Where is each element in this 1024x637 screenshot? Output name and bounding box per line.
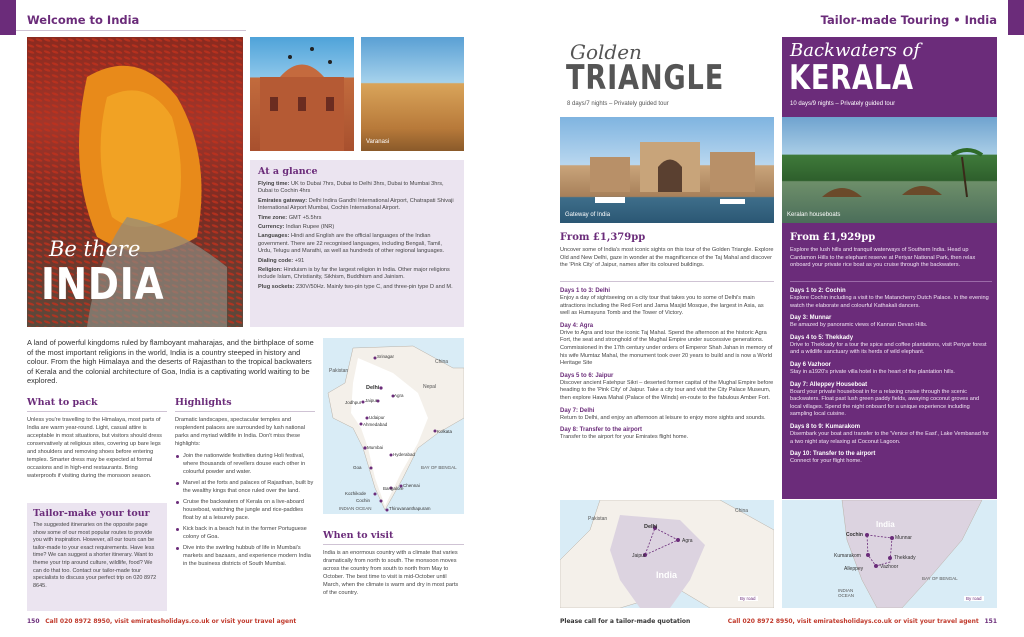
map1-srinagar: Srinagar xyxy=(377,354,395,359)
page-number-right: 151 xyxy=(984,618,997,625)
kerala-map xyxy=(782,500,997,608)
itinerary-day-title: Days 1 to 2: Cochin xyxy=(790,288,846,294)
itinerary-day-text: Drive to Agra and tour the iconic Taj Mahal. Spend the afternoon at the historic Agra Fort, the seat and stronghold of the Mughal Empire under successive generations. Commissioned in the 17th century under orders of Emperor Shah Jahan in memory of his wife Mumtaz Mahal, the monument took over 20 years to build and is now a World Heritage Site xyxy=(560,329,773,367)
map1-ocean: INDIAN OCEAN xyxy=(339,506,372,511)
map1-delhi: Delhi xyxy=(366,385,380,391)
gmap-by-road: By road xyxy=(740,596,756,601)
gmap-agra: Agra xyxy=(682,538,693,544)
tailor-text: The suggested itineraries on the opposite page show some of our most popular routes to provide you with inspiration. However, all our tours can be tailor-made to your exact requirements. Have less time? We can suggest a shorter itinerary. Want to theme your trip around culture, wildlife, food? We can do that too. Contact our tailor-made tour specialists to discuss your perfect trip on 020 8972 8645. xyxy=(33,522,157,589)
tailor-title: Tailor-make your tour xyxy=(33,508,150,519)
itinerary-day-title: Days 4 to 5: Thekkady xyxy=(790,334,854,341)
kerala-map-graphic xyxy=(782,500,997,608)
hero-photo xyxy=(27,37,243,327)
page-number-left: 150 xyxy=(27,618,40,625)
golden-itinerary xyxy=(560,287,774,446)
highlight-item: Cruise the backwaters of Kerala on a live-aboard houseboat, watching the jungle and rice-paddies float by at a leisurely pace. xyxy=(175,498,315,522)
gmap-china: China xyxy=(735,508,749,514)
glance-value: Indian Rupee (INR) xyxy=(286,224,335,231)
kerala-title-1: Backwaters of xyxy=(790,40,921,61)
map1-bay: BAY OF BENGAL xyxy=(421,465,457,470)
visit-title: When to visit xyxy=(323,530,464,545)
map1-chennai: Chennai xyxy=(403,483,420,488)
map1-pakistan: Pakistan xyxy=(329,368,349,374)
glance-label: Emirates gateway: xyxy=(258,197,308,204)
glance-label: Currency: xyxy=(258,224,285,231)
highlight-item: Kick back in a beach hut in the former Portuguese colony of Goa. xyxy=(175,525,315,541)
header-tab-right xyxy=(1008,0,1024,35)
india-map xyxy=(323,338,464,514)
itinerary-day-title: Day 7: Delhi xyxy=(560,407,595,414)
glance-value: +91 xyxy=(294,257,305,264)
itinerary-day-text: Connect for your flight home. xyxy=(790,458,862,465)
glance-label: Languages: xyxy=(258,233,290,240)
highlights-section xyxy=(175,397,315,571)
kerala-intro: Explore the lush hills and tranquil waterways of Southern India. Head up Cardamon Hills to the elephant reserve at Periyar National Park, then relax onboard your private rice boat as you cruise through the backwaters. xyxy=(790,247,976,269)
glance-label: Time zone: xyxy=(258,214,288,221)
map1-nepal: Nepal xyxy=(423,384,437,390)
kmap-by-road: By road xyxy=(966,596,982,601)
itinerary-day-text: Enjoy a day of sightseeing on a city tour that takes you to some of Delhi's main attractions including the Red Fort and Jama Masjid Mosque, the largest in Asia, as well as Humayuns Tomb and the Tower of Victory. xyxy=(560,295,764,317)
map1-china: China xyxy=(435,359,449,365)
visit-section xyxy=(323,530,464,597)
map1-cochin: Cochin xyxy=(356,498,371,503)
gmap-jaipur: Jaipur xyxy=(632,553,646,559)
pack-text: Unless you're travelling to the Himalaya, most parts of India are warm year-round. Light, casual attire is acceptable in most situations, but visitors should dress conservatively at religious sites, covering up bare legs and shoulders and removing shoes before entering temples. Smarter dress may be expected at formal occasions and in high-end restaurants. Bring waterproofs if visiting during the monsoon season. xyxy=(27,417,162,479)
gateway-photo xyxy=(560,117,774,223)
glance-label: Religion: xyxy=(258,267,282,274)
kerala-divider xyxy=(790,281,992,282)
gmap-delhi: Delhi xyxy=(644,524,658,530)
map1-kolkata: Kolkata xyxy=(437,429,453,434)
golden-map xyxy=(560,500,774,608)
kmap-thekkady: Thekkady xyxy=(894,555,916,561)
header-left-title: Welcome to India xyxy=(27,13,140,27)
intro-text: A land of powerful kingdoms ruled by flamboyant maharajas, and the birthplace of some of the most important religions in the world, India is a country steeped in history and colour. From the high Himalaya and the deserts of Rajasthan to the tropical backwaters of Kerala and the colonial architecture of Goa, India is a captivating world waiting to be explored. xyxy=(27,338,314,386)
golden-title-2: TRIANGLE xyxy=(566,58,725,98)
glance-box xyxy=(250,160,464,327)
highlights-intro: Dramatic landscapes, spectacular temples and resplendent palaces are surrounded by lush national parks and myriad wildlife in India. Don't miss these highlights: xyxy=(175,417,305,447)
map1-mumbai: Mumbai xyxy=(367,445,384,450)
highlight-item: Join the nationwide festivities during Holi festival, where thousands of revellers douse each other in colourful powder and water. xyxy=(175,452,315,476)
map1-agra: Agra xyxy=(394,393,404,398)
itinerary-day-title: Day 6 Vazhoor xyxy=(790,361,832,368)
glance-item xyxy=(258,224,456,231)
glance-label: Dialing code: xyxy=(258,257,294,264)
itinerary-day-title: Days 5 to 6: Jaipur xyxy=(560,372,614,379)
itinerary-day-text: Transfer to the airport for your Emirates flight home. xyxy=(560,434,689,441)
itinerary-day-text: Explore Cochin including a visit to the Matancherry Dutch Palace. In the evening watch the elaborate and colourful Kathakali dancers. xyxy=(790,295,989,309)
gmap-pakistan: Pakistan xyxy=(588,516,608,522)
palace-photo xyxy=(250,37,354,151)
itinerary-day-text: Drive to Thekkady for a tour the spice and coffee plantations, visit Periyar forest and a wildlife sanctuary with its herds of wild elephant. xyxy=(790,341,987,356)
glance-item xyxy=(258,267,456,282)
glance-item xyxy=(258,215,456,222)
glance-value: Hindi and English are the official languages of the Indian government. There are 22 recognised languages, including Bengali, Tamil, Urdu, Telugu and Marathi, as well as hundreds of other regional languages. xyxy=(258,233,445,255)
map1-thiruvananthapuram: Thiruvananthapuram xyxy=(389,506,431,511)
palace-illustration xyxy=(250,37,354,151)
glance-item xyxy=(258,258,456,265)
glance-value: 230V/50Hz. Mainly two-pin type C, and three-pin type D and M. xyxy=(295,283,453,290)
glance-item xyxy=(258,233,456,255)
header-tab-left xyxy=(0,0,16,35)
itinerary-day-text: Stay in a1920's private villa hotel in the heart of the plantation hills. xyxy=(790,368,955,375)
kerala-price: From £1,929pp xyxy=(790,232,876,243)
glance-label: Flying time: xyxy=(258,181,290,187)
tailor-box xyxy=(27,503,167,611)
kerala-title-2: KERALA xyxy=(789,58,914,98)
header-right-title: Tailor-made Touring • India xyxy=(820,13,997,27)
kmap-alleppey: Alleppey xyxy=(844,566,864,572)
map1-bangalore: Bangalore xyxy=(383,486,404,491)
glance-label: Plug sockets: xyxy=(258,283,295,290)
itinerary-day-text: Return to Delhi, and enjoy an afternoon at leisure to enjoy more sights and sounds. xyxy=(560,414,766,421)
kmap-vazhoor: Vazhoor xyxy=(880,564,899,570)
golden-divider xyxy=(560,281,774,282)
kmap-bay: BAY OF BENGAL xyxy=(922,576,958,581)
hero-line2: INDIA xyxy=(41,259,165,310)
glance-value: Hinduism is by far the largest religion in India. Other major religions include Islam, Christianity, Sikhism, Buddhism and Jainism. xyxy=(258,267,450,281)
kerala-photo xyxy=(782,117,997,223)
itinerary-day-title: Day 3: Munnar xyxy=(790,315,832,322)
glance-item xyxy=(258,181,456,196)
highlight-item: Marvel at the forts and palaces of Rajasthan, built by the wealthy kings that once ruled over the land. xyxy=(175,479,315,495)
gateway-illustration xyxy=(560,117,774,223)
itinerary-day-text: Disembark your boat and transfer to the 'Venice of the East', Lake Vembanad for a two night stay relaxing at Coconut Lagoon. xyxy=(790,430,989,445)
varanasi-caption: Varanasi xyxy=(366,139,390,145)
footer-right-call: Call 020 8972 8950, visit emiratesholidays.co.uk or visit your travel agent xyxy=(727,618,979,625)
itinerary-day-text: Discover ancient Fatehpur Sikri – deserted former capital of the Mughal Empire before heading to the 'Pink City' of Jaipur. Take a city tour and visit the City Palace Museum, then explore Hawa Mahal (Palace of the Winds) en-route to the fabulous Amber Fort. xyxy=(560,379,774,401)
highlights-title: Highlights xyxy=(175,397,315,412)
footer-right xyxy=(728,618,997,625)
kerala-itinerary xyxy=(790,287,992,470)
glance-value: Delhi Indira Gandhi International Airport, Chatrapati Shivaji International Airport Mumbai, Cochin International Airport. xyxy=(258,197,454,212)
footer-quote: Please call for a tailor-made quotation xyxy=(560,618,691,625)
highlights-list xyxy=(175,452,315,568)
golden-price: From £1,379pp xyxy=(560,232,646,243)
gateway-caption: Gateway of India xyxy=(565,212,611,218)
highlight-item: Dive into the swirling hubbub of life in Mumbai's markets and bazaars, and experience modern India in the business districts of South Mumbai. xyxy=(175,544,315,568)
itinerary-day-title: Days 8 to 9: Kumarakom xyxy=(790,423,861,430)
footer-left-call: Call 020 8972 8950, visit emiratesholidays.co.uk or visit your travel agent xyxy=(45,618,297,625)
map1-ahmedabad: Ahmedabad xyxy=(363,422,388,427)
itinerary-day-title: Day 7: Alleppey Houseboat xyxy=(790,381,868,388)
gmap-india: India xyxy=(656,570,678,580)
glance-value: UK to Dubai 7hrs, Dubai to Delhi 3hrs, Dubai to Mumbai 3hrs, Dubai to Cochin 4hrs xyxy=(258,181,444,195)
itinerary-day-title: Day 4: Agra xyxy=(560,322,594,329)
itinerary-day-title: Day 10: Transfer to the airport xyxy=(790,451,876,458)
kerala-caption: Keralan houseboats xyxy=(787,212,841,218)
map1-hyderabad: Hyderabad xyxy=(393,452,416,457)
header-divider-left xyxy=(16,30,246,31)
kmap-ocean: INDIAN OCEAN xyxy=(838,588,855,598)
golden-subtitle: 8 days/7 nights – Privately guided tour xyxy=(567,101,669,107)
pack-title: What to pack xyxy=(27,397,167,412)
visit-text: India is an enormous country with a climate that varies dramatically from north to south. The monsoon moves across the country from south to north from May to October. The best time to visit is mid-October until March, when the climate is warm and dry in most parts of the country. xyxy=(323,550,459,596)
kmap-kumarakom: Kumarakom xyxy=(834,553,861,559)
kmap-india: India xyxy=(876,520,895,529)
glance-value: GMT +5.5hrs xyxy=(288,214,322,221)
glance-title: At a glance xyxy=(258,166,318,177)
glance-item xyxy=(258,198,456,213)
map1-jaipur: Jaipur xyxy=(365,398,378,403)
map1-kozhikode: Kozhikode xyxy=(345,491,367,496)
hero-line1: Be there xyxy=(49,237,141,261)
map1-goa: Goa xyxy=(353,465,362,470)
pack-section xyxy=(27,397,167,480)
itinerary-day-text: Board your private houseboat in for a relaxing cruise through the scenic backwaters. Float past lush green paddy fields, awaying coconut groves and local villages. Spend the night onboard for a unique experience including sampling local cuisine. xyxy=(790,388,980,418)
golden-intro: Uncover some of India's most iconic sights on this tour of the Golden Triangle. Explore Old and New Delhi, gaze in wonder at the magnificence of the Taj Mahal and discover the 'Pink City' of Jaipur, names after its coloured buildings. xyxy=(560,247,774,269)
map1-udaipur: Udaipur xyxy=(369,415,385,420)
kmap-munnar: Munnar xyxy=(895,535,912,541)
itinerary-day-title: Day 8: Transfer to the airport xyxy=(560,427,643,434)
footer-left xyxy=(27,618,296,625)
kerala-subtitle: 10 days/9 nights – Privately guided tour xyxy=(790,101,896,107)
itinerary-day-title: Days 1 to 3: Delhi xyxy=(560,288,611,294)
varanasi-photo xyxy=(361,37,464,151)
glance-item xyxy=(258,284,456,291)
glance-list xyxy=(258,181,456,291)
kmap-cochin: Cochin xyxy=(846,532,863,538)
itinerary-day-text: Be amazed by panoramic views of Kannan Devan Hills. xyxy=(790,322,928,329)
map1-jodhpur: Jodhpur xyxy=(345,400,362,405)
golden-title-1: Golden xyxy=(570,40,642,64)
kerala-illustration xyxy=(782,117,997,223)
